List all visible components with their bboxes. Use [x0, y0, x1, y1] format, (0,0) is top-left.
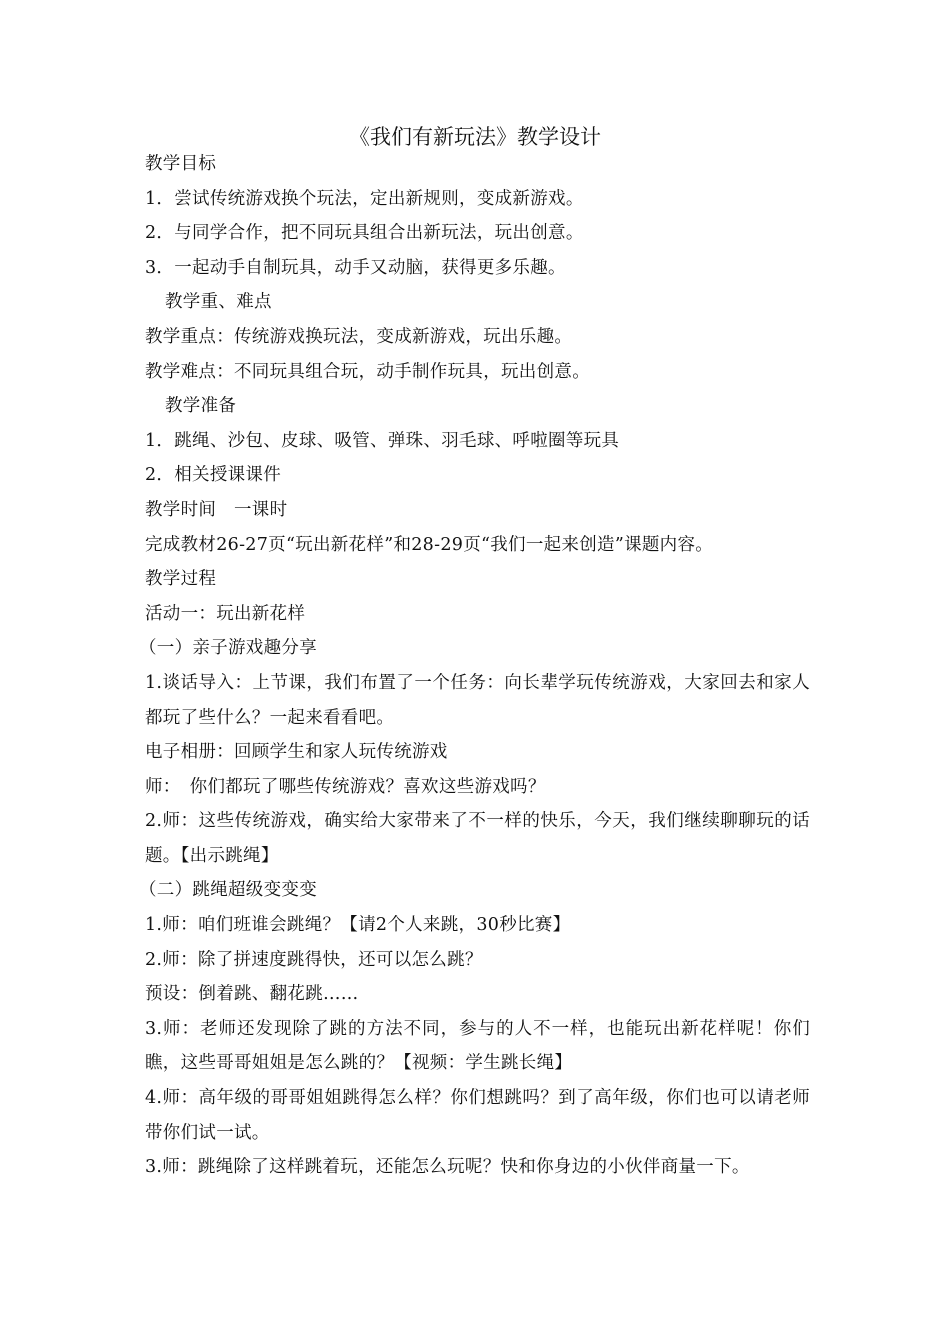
part-heading: （二）跳绳超级变变变 [139, 880, 317, 901]
paragraph: 1.师：咱们班谁会跳绳？【请2个人来跳，30秒比赛】 [145, 915, 571, 936]
paragraph: 预设：倒着跳、翻花跳…… [145, 984, 359, 1005]
part-heading: （一）亲子游戏趣分享 [139, 638, 317, 659]
paragraph: 3.师：老师还发现除了跳的方法不同，参与的人不一样，也能玩出新花样呢！你们瞧，这些哥哥姐姐是怎么跳的？【视频：学生跳长绳】 [145, 1018, 810, 1074]
goal-item: 2．与同学合作，把不同玩具组合出新玩法，玩出创意。 [145, 223, 584, 244]
goal-item: 1．尝试传统游戏换个玩法，定出新规则，变成新游戏。 [145, 188, 584, 209]
document-title: 《我们有新玩法》教学设计 [349, 125, 601, 149]
difficult-point: 教学难点：不同玩具组合玩，动手制作玩具，玩出创意。 [145, 361, 590, 382]
key-heading: 教学重、难点 [165, 292, 272, 313]
prep-heading: 教学准备 [165, 396, 237, 417]
process-heading: 教学过程 [145, 569, 217, 590]
key-point: 教学重点：传统游戏换玩法，变成新游戏，玩出乐趣。 [145, 326, 573, 347]
goal-item: 3．一起动手自制玩具，动手又动脑，获得更多乐趣。 [145, 257, 566, 278]
paragraph: 3.师：跳绳除了这样跳着玩，还能怎么玩呢？快和你身边的小伙伴商量一下。 [145, 1157, 750, 1178]
prep-item: 2．相关授课课件 [145, 465, 282, 486]
paragraph: 电子相册：回顾学生和家人玩传统游戏 [145, 742, 448, 763]
goals-heading: 教学目标 [145, 154, 217, 174]
paragraph: 2.师：除了拼速度跳得快，还可以怎么跳？ [145, 949, 483, 970]
paragraph: 2.师：这些传统游戏，确实给大家带来了不一样的快乐，今天，我们继续聊聊玩的话题。【出示跳绳】 [145, 811, 810, 866]
teaching-time: 教学时间 一课时 [145, 499, 288, 520]
activity-heading: 活动一：玩出新花样 [145, 603, 306, 624]
paragraph: 1.谈话导入：上节课，我们布置了一个任务：向长辈学玩传统游戏，大家回去和家人都玩了些什么？一起来看看吧。 [145, 672, 810, 728]
teaching-content: 完成教材26-27页“玩出新花样”和28-29页“我们一起来创造”课题内容。 [145, 534, 714, 555]
paragraph: 4.师：高年级的哥哥姐姐跳得怎么样？你们想跳吗？到了高年级，你们也可以请老师带你们试一试。 [145, 1088, 810, 1143]
paragraph: 师： 你们都玩了哪些传统游戏？喜欢这些游戏吗？ [145, 776, 546, 797]
prep-item: 1．跳绳、沙包、皮球、吸管、弹珠、羽毛球、呼啦圈等玩具 [145, 430, 620, 451]
document-body [139, 147, 810, 1185]
